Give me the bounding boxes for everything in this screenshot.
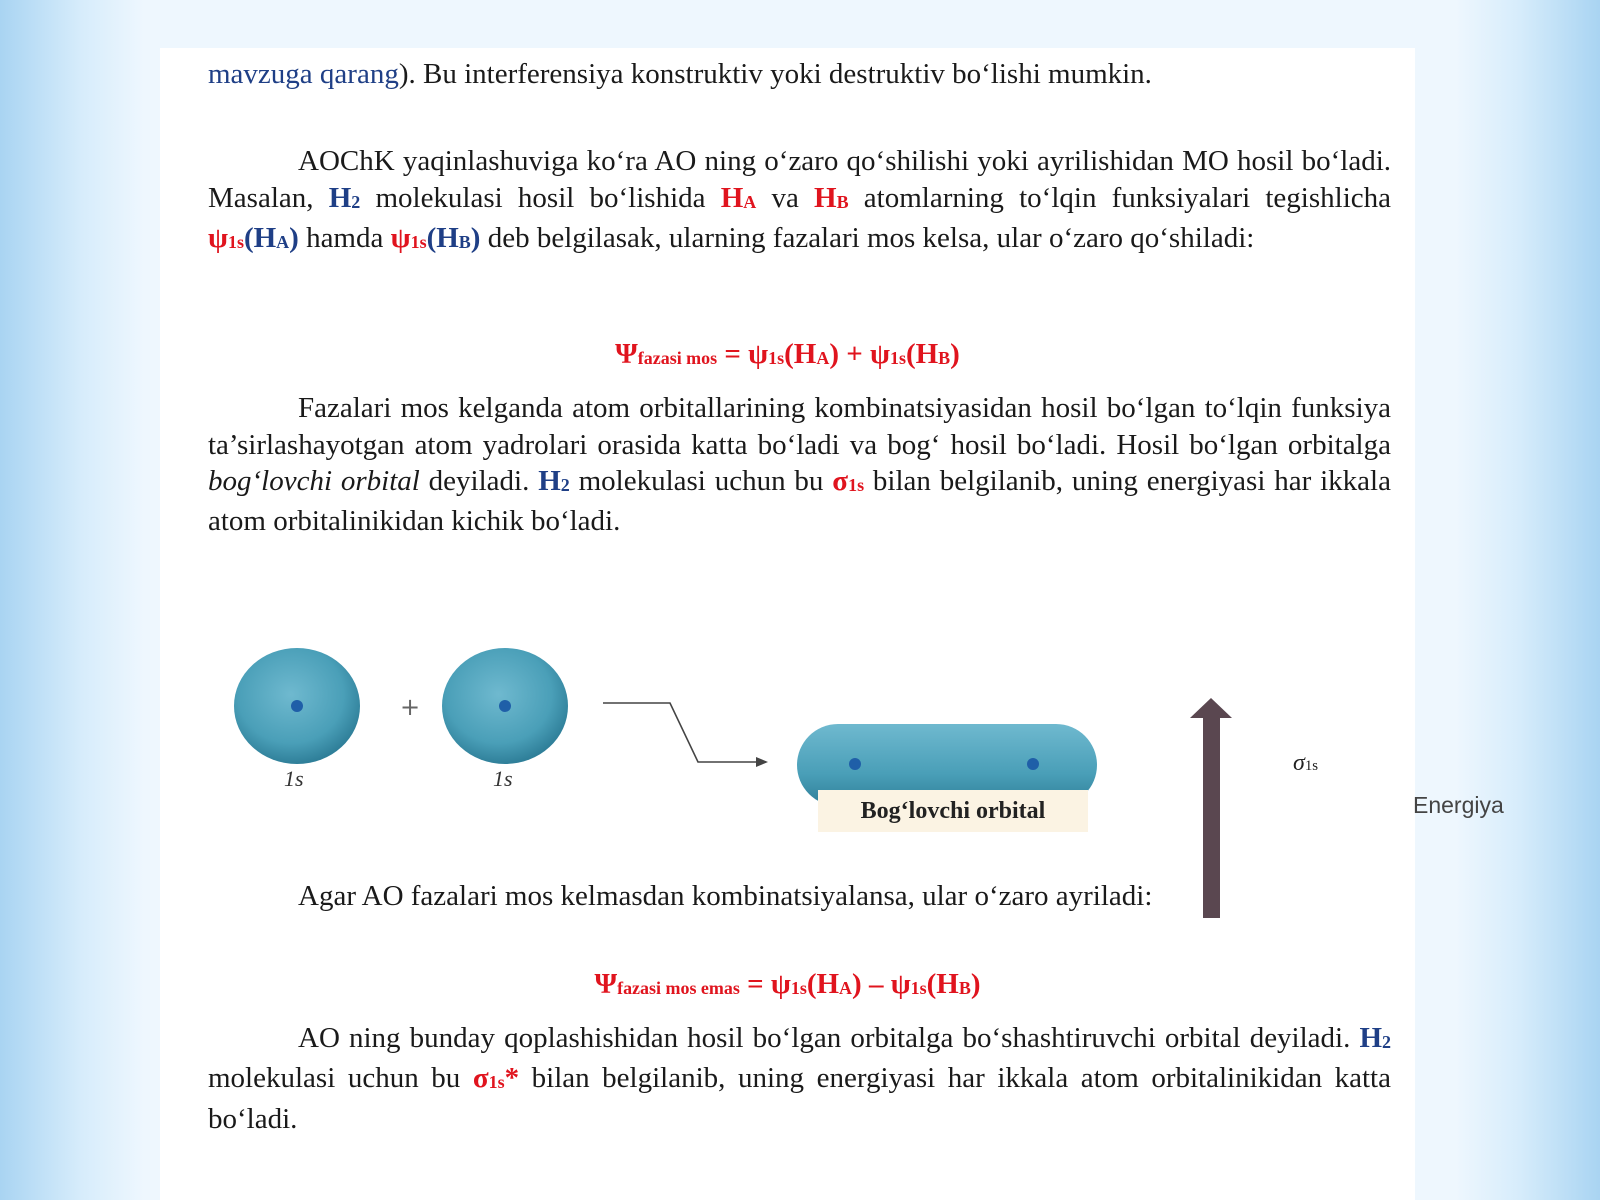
energy-label: Energiya	[1413, 792, 1504, 818]
ha-symbol: HA	[720, 181, 757, 214]
paragraph-antiphase	[208, 878, 1391, 915]
paragraph-intro-text: ). Bu interferensiya konstruktiv yoki destruktiv bo‘lishi mumkin.	[398, 58, 1152, 90]
nucleus-left	[849, 758, 861, 770]
formula-out-of-phase: Ψfazasi mos emas = ψ1s(HA) – ψ1s(HB)	[594, 968, 981, 1000]
reaction-arrow-head	[756, 757, 768, 767]
sigma-1s-star-symbol: σ1s*	[472, 1062, 520, 1095]
text-span: bilan belgilanib, uning energiyasi har ikkala atom orbitalinikidan kichik bo‘ladi.	[208, 465, 1391, 538]
plus-sign: +	[400, 693, 421, 721]
text-span: molekulasi uchun bu	[208, 1062, 473, 1095]
h2-symbol: H2	[328, 181, 361, 214]
nucleus-a	[291, 700, 303, 712]
hb-symbol: HB	[814, 181, 849, 214]
text-span: deb belgilasak, ularning fazalari mos kelsa, ular o‘zaro qo‘shiladi:	[480, 221, 1255, 254]
nucleus-b	[499, 700, 511, 712]
reference-link[interactable]: mavzuga qarang	[208, 58, 399, 90]
h2-symbol: H2	[1359, 1022, 1391, 1054]
text-span: AO ning bunday qoplashishidan hosil bo‘lgan orbitalga bo‘shashtiruvchi orbital deyiladi.	[298, 1022, 1360, 1054]
sigma-1s-label: σ1s	[1293, 750, 1319, 776]
text-span: molekulasi uchun bu	[569, 465, 833, 497]
text-span: deyiladi.	[419, 465, 539, 497]
text-span: atomlarning to‘lqin funksiyalari tegishlicha	[848, 181, 1391, 214]
text-span: AOChK yaqinlashuviga ko‘ra AO ning o‘zaro qo‘shilishi yoki ayrilishidan MO hosil bo‘ladi. Masalan,	[208, 145, 1391, 214]
text-span: molekulasi hosil bo‘lishida	[360, 181, 721, 214]
psi-hb-symbol: ψ1s(HB)	[390, 221, 481, 254]
document-page	[160, 48, 1504, 1200]
nucleus-right	[1027, 758, 1039, 770]
text-span: Fazalari mos kelganda atom orbitallarining kombinatsiyasidan hosil bo‘lgan to‘lqin funksiya ta’sirlashayotgan atom yadrolari orasida katta bo‘ladi va bog‘ hosil bo‘ladi. Hosil bo‘lgan orbitalga	[208, 392, 1391, 461]
label-1s-b: 1s	[493, 766, 513, 791]
label-1s-a: 1s	[284, 766, 304, 791]
paragraph-intro	[208, 56, 1391, 93]
bonding-orbital-caption: Bog‘lovchi orbital	[818, 790, 1088, 832]
h2-symbol: H2	[538, 465, 570, 497]
paragraph-antibonding	[208, 1020, 1391, 1137]
text-span: va	[756, 181, 815, 214]
reaction-arrow-line	[603, 703, 766, 762]
sigma-1s-symbol: σ1s	[832, 465, 865, 497]
energy-arrow-head	[1190, 698, 1232, 718]
text-span: hamda	[298, 221, 391, 254]
paragraph-aochk	[208, 143, 1391, 260]
term-bonding-orbital: bog‘lovchi orbital	[208, 465, 420, 497]
psi-ha-symbol: ψ1s(HA)	[208, 221, 299, 254]
text-span: Agar AO fazalari mos kelmasdan kombinatsiyalansa, ular o‘zaro ayriladi:	[298, 880, 1153, 912]
paragraph-bonding	[208, 390, 1391, 540]
formula-in-phase: Ψfazasi mos = ψ1s(HA) + ψ1s(HB)	[615, 338, 960, 370]
text-span: bilan belgilanib, uning energiyasi har ikkala atom orbitalinikidan katta bo‘ladi.	[208, 1062, 1391, 1135]
